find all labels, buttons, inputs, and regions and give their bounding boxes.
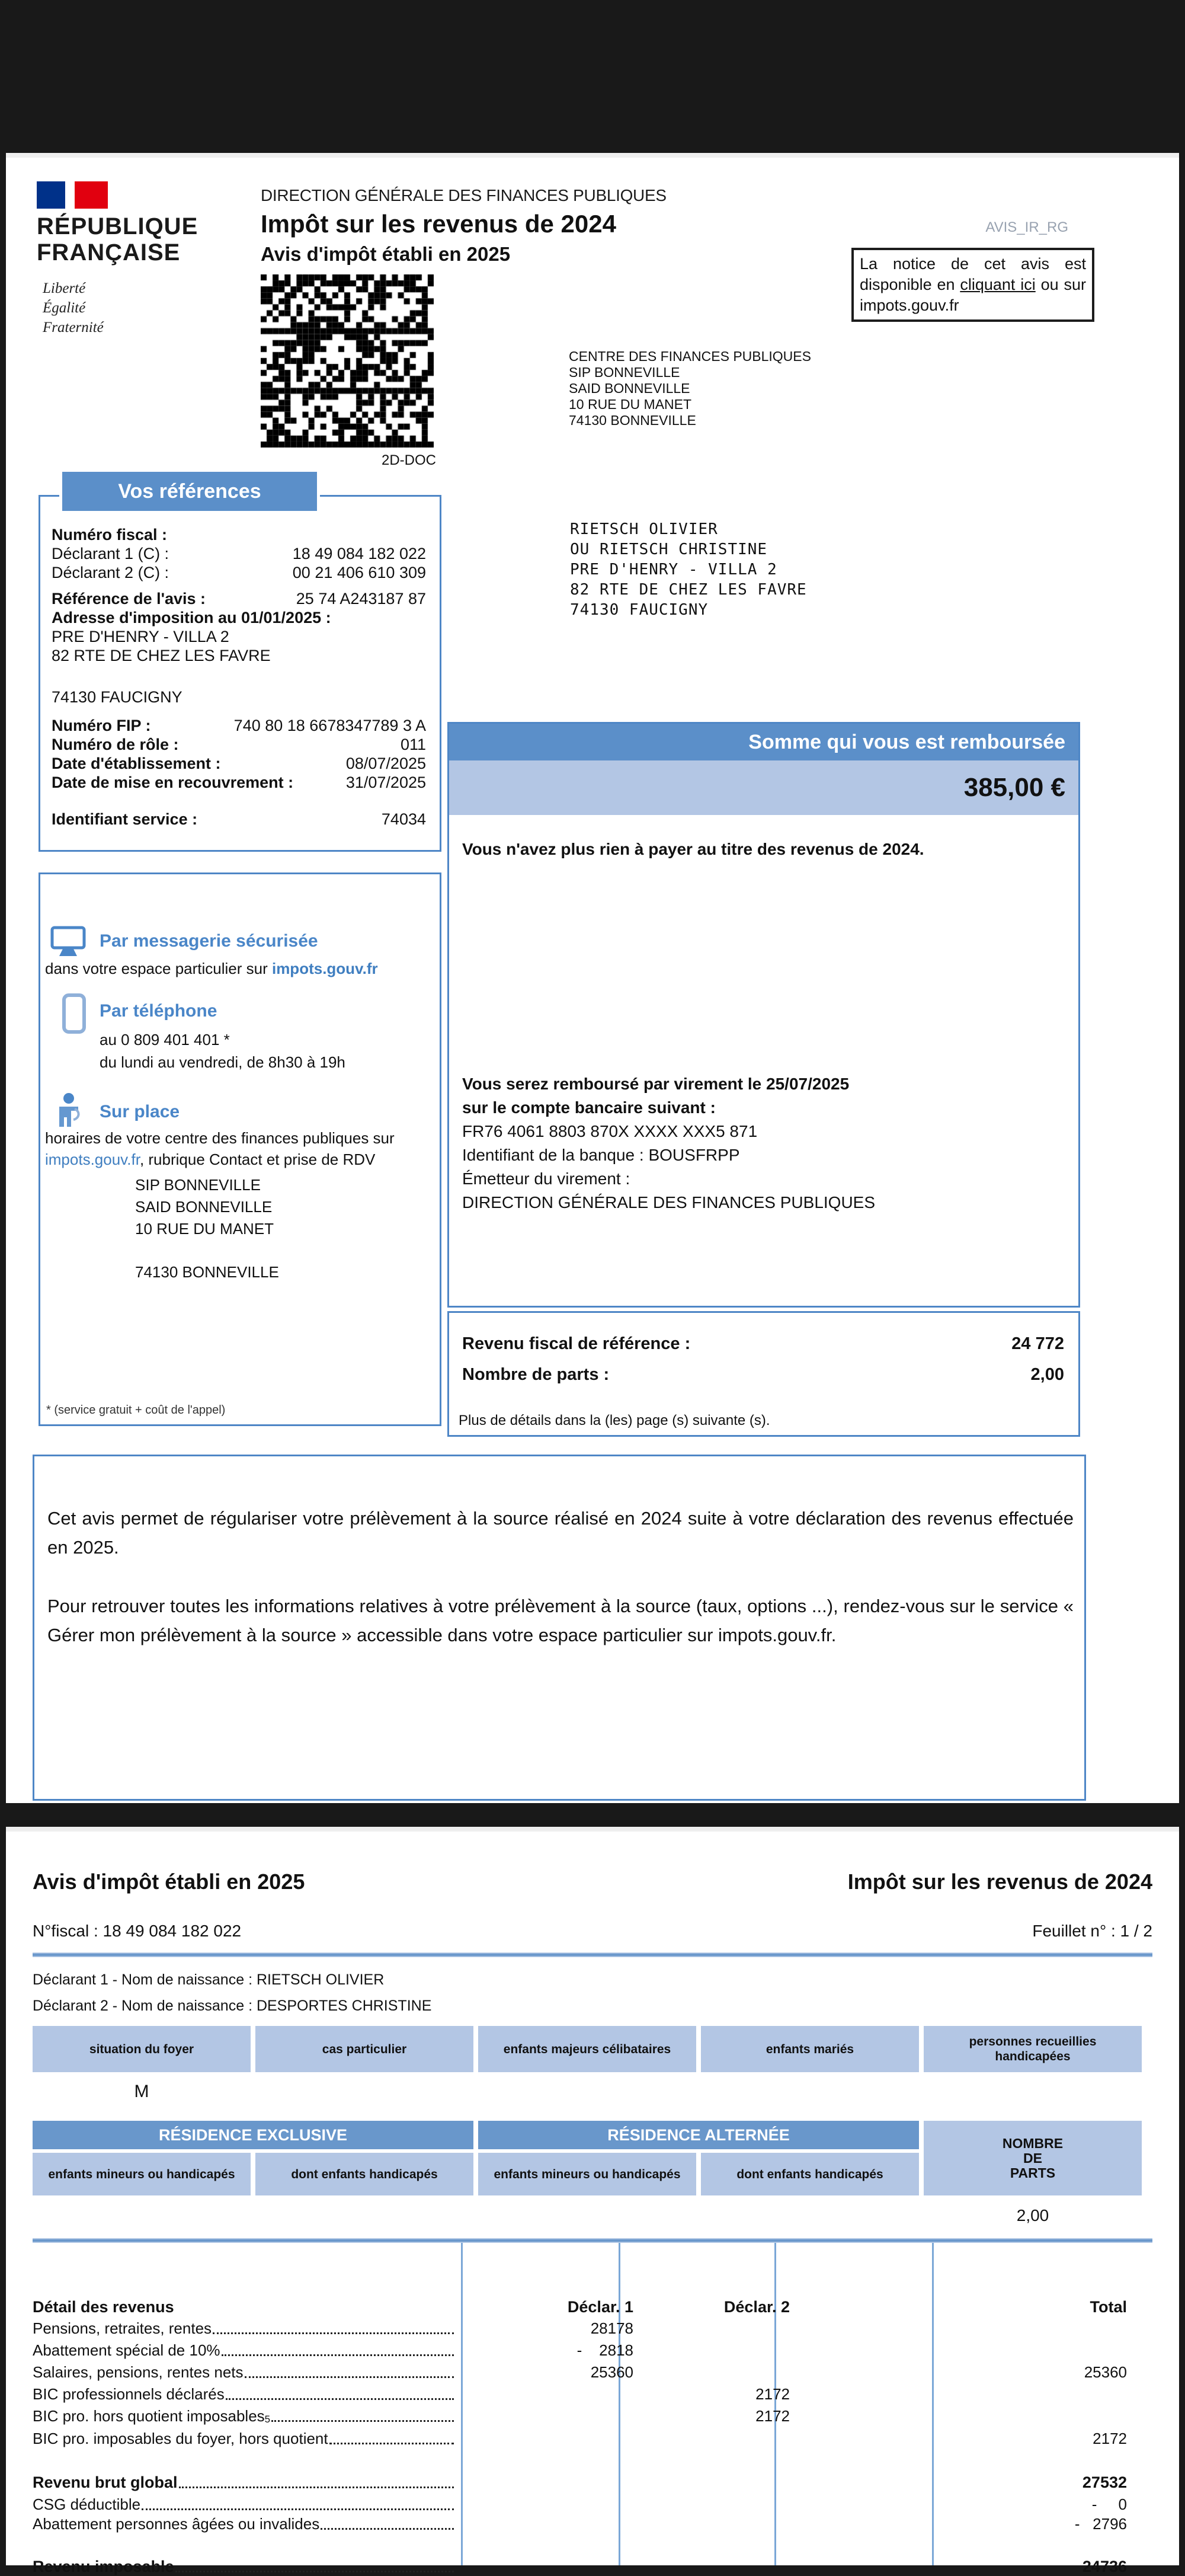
row-declar1-value: - 2818 bbox=[577, 2341, 633, 2359]
adresse-line1: PRE D'HENRY - VILLA 2 bbox=[52, 628, 229, 645]
row-label: Abattement personnes âgées ou invalides bbox=[33, 2515, 320, 2533]
row-total-value: 25360 bbox=[1084, 2363, 1127, 2381]
fiscal-note: Plus de détails dans la (les) page (s) suivante (s). bbox=[459, 1412, 770, 1428]
declarant1-name-line: Déclarant 1 - Nom de naissance : RIETSCH OLIVIER bbox=[33, 1971, 385, 1988]
rfr-label: Revenu fiscal de référence : bbox=[462, 1334, 691, 1353]
revenus-row-total bbox=[33, 2470, 1152, 2492]
notice-text-pre: La notice de cet avis est disponible en bbox=[860, 255, 1086, 293]
refund-box-header: Somme qui vous est remboursée bbox=[449, 724, 1078, 760]
residence-sub-3: enfants mineurs ou handicapés bbox=[478, 2153, 696, 2195]
logo-line1: RÉPUBLIQUE bbox=[37, 213, 198, 239]
adresse-line2: 82 RTE DE CHEZ LES FAVRE bbox=[52, 647, 271, 664]
refund-box bbox=[447, 722, 1080, 1308]
recipient-line: RIETSCH OLIVIER bbox=[570, 520, 718, 538]
office-address-line: 74130 BONNEVILLE bbox=[569, 413, 696, 428]
motto-liberte: Liberté bbox=[43, 280, 86, 296]
document-title: Impôt sur les revenus de 2024 bbox=[261, 210, 616, 238]
etablissement-label: Date d'établissement : bbox=[52, 755, 221, 772]
page2-feuillet: Feuillet n° : 1 / 2 bbox=[1032, 1922, 1152, 1940]
foyer-header-situation: situation du foyer bbox=[33, 2026, 251, 2072]
header-divider-rule bbox=[33, 1952, 1152, 1957]
revenus-row bbox=[33, 2427, 1152, 2448]
dotted-leader bbox=[321, 2528, 454, 2530]
row-declar2-value: 2172 bbox=[755, 2407, 790, 2425]
row-total-value: - 2796 bbox=[1074, 2515, 1127, 2533]
contact-office-address bbox=[135, 1174, 279, 1283]
foyer-header-cas-particulier: cas particulier bbox=[255, 2026, 473, 2072]
revenus-header-declar1: Déclar. 1 bbox=[567, 2298, 633, 2316]
finance-office-address bbox=[569, 349, 811, 429]
2d-doc-barcode bbox=[261, 274, 434, 448]
messagerie-title: Par messagerie sécurisée bbox=[100, 931, 318, 951]
pdf-page-1 bbox=[6, 153, 1179, 1803]
motto-fraternite: Fraternité bbox=[43, 319, 104, 335]
dotted-leader bbox=[329, 2443, 454, 2444]
adresse-imposition-label: Adresse d'imposition au 01/01/2025 : bbox=[52, 609, 331, 627]
row-label-superscript: 5 bbox=[264, 2414, 271, 2425]
residence-sub-2: dont enfants handicapés bbox=[255, 2153, 473, 2195]
row-label: Revenu imposable bbox=[33, 2558, 174, 2575]
table-divider-rule bbox=[33, 2238, 1152, 2243]
parts-value: 2,00 bbox=[1016, 2206, 1049, 2225]
contacts-box bbox=[39, 872, 441, 1426]
dotted-leader bbox=[175, 2571, 454, 2572]
flag-blue-band bbox=[37, 181, 65, 209]
parts-label: Nombre de parts : bbox=[462, 1365, 610, 1384]
notice-link[interactable]: cliquant ici bbox=[960, 276, 1036, 293]
surplace-title: Sur place bbox=[100, 1102, 180, 1121]
revenus-header-total: Total bbox=[1090, 2298, 1127, 2316]
row-declar2-value: 2172 bbox=[755, 2385, 790, 2403]
virement-emitter-label: Émetteur du virement : bbox=[462, 1169, 630, 1188]
recipient-address bbox=[570, 519, 807, 620]
declarant1-value: 18 49 084 182 022 bbox=[292, 545, 426, 562]
row-total-value: 2172 bbox=[1093, 2430, 1127, 2447]
foyer-header-enfants-majeurs: enfants majeurs célibataires bbox=[478, 2026, 696, 2072]
office-address-line: SIP BONNEVILLE bbox=[569, 365, 680, 380]
info-paragraph-2: Pour retrouver toutes les informations relatives à votre prélèvement à la source (taux, options ...), rendez-vous sur le service « Gérer mon prélèvement à la source » accessible dans votre espace particulier sur impots.gouv.fr. bbox=[47, 1596, 1074, 1645]
flag-white-band bbox=[65, 181, 75, 209]
office-address-line: CENTRE DES FINANCES PUBLIQUES bbox=[569, 349, 811, 364]
recipient-line: 82 RTE DE CHEZ LES FAVRE bbox=[570, 581, 807, 599]
contact-office-line: SAID BONNEVILLE bbox=[135, 1198, 273, 1216]
adresse-line3: 74130 FAUCIGNY bbox=[52, 688, 182, 706]
references-content bbox=[39, 525, 441, 829]
barcode-label: 2D-DOC bbox=[381, 452, 436, 468]
row-label: Salaires, pensions, rentes nets bbox=[33, 2363, 244, 2381]
dotted-leader bbox=[213, 2332, 454, 2334]
smartphone-icon bbox=[62, 993, 87, 1034]
revenus-row bbox=[33, 2360, 1152, 2382]
telephone-number: au 0 809 401 401 * bbox=[100, 1031, 230, 1049]
messagerie-link[interactable]: impots.gouv.fr bbox=[271, 960, 378, 977]
declarant2-name-line: Déclarant 2 - Nom de naissance : DESPORTES CHRISTINE bbox=[33, 1997, 432, 2014]
administration-name: DIRECTION GÉNÉRALE DES FINANCES PUBLIQUES bbox=[261, 186, 667, 204]
declarant2-value: 00 21 406 610 309 bbox=[292, 564, 426, 581]
fip-label: Numéro FIP : bbox=[52, 717, 151, 734]
rfr-value: 24 772 bbox=[1011, 1334, 1064, 1353]
row-label: BIC professionnels déclarés bbox=[33, 2385, 225, 2403]
revenus-header-row bbox=[33, 2295, 1152, 2316]
pdf-page-2 bbox=[6, 1827, 1179, 2575]
recipient-line: OU RIETSCH CHRISTINE bbox=[570, 541, 768, 558]
revenus-row bbox=[33, 2512, 1152, 2533]
logo-motto bbox=[43, 279, 104, 337]
person-icon bbox=[51, 1091, 87, 1128]
surplace-link[interactable]: impots.gouv.fr bbox=[45, 1150, 140, 1168]
row-label: CSG déductible bbox=[33, 2495, 141, 2513]
contacts-footnote: * (service gratuit + coût de l'appel) bbox=[46, 1404, 226, 1417]
service-value: 74034 bbox=[381, 810, 426, 828]
revenus-row bbox=[33, 2404, 1152, 2425]
motto-egalite: Égalité bbox=[43, 300, 86, 316]
logo-line2: FRANÇAISE bbox=[37, 239, 181, 266]
residence-exclusive-header: RÉSIDENCE EXCLUSIVE bbox=[33, 2121, 473, 2149]
document-code: AVIS_IR_RG bbox=[985, 219, 1068, 235]
telephone-hours: du lundi au vendredi, de 8h30 à 19h bbox=[100, 1053, 345, 1071]
reference-avis-label: Référence de l'avis : bbox=[52, 590, 206, 608]
page2-fiscal-number: N°fiscal : 18 49 084 182 022 bbox=[33, 1922, 242, 1940]
residence-alternee-header: RÉSIDENCE ALTERNÉE bbox=[478, 2121, 919, 2149]
role-value: 011 bbox=[400, 736, 426, 753]
row-total-value: 24736 bbox=[1082, 2558, 1127, 2575]
numero-fiscal-label: Numéro fiscal : bbox=[52, 526, 168, 544]
monitor-icon bbox=[50, 925, 87, 958]
parts-header-line: NOMBRE bbox=[1002, 2135, 1064, 2151]
row-total-value: - 0 bbox=[1091, 2495, 1127, 2513]
row-label: Abattement spécial de 10% bbox=[33, 2341, 220, 2359]
messagerie-text: dans votre espace particulier sur bbox=[45, 960, 272, 977]
surplace-line2 bbox=[45, 1149, 375, 1169]
revenus-row bbox=[33, 2338, 1152, 2360]
surplace-line1: horaires de votre centre des finances publiques sur bbox=[45, 1129, 395, 1147]
contact-office-line: 10 RUE DU MANET bbox=[135, 1220, 274, 1238]
revenus-row-total bbox=[33, 2555, 1152, 2576]
nombre-de-parts-header bbox=[924, 2121, 1142, 2195]
virement-iban: FR76 4061 8803 870X XXXX XXX5 871 bbox=[462, 1122, 758, 1140]
notice-text-post: ou sur impots.gouv.fr bbox=[860, 276, 1086, 314]
refund-amount: 385,00 € bbox=[449, 760, 1078, 815]
residence-sub-4: dont enfants handicapés bbox=[701, 2153, 919, 2195]
foyer-situation-value: M bbox=[134, 2082, 149, 2101]
virement-block bbox=[462, 1072, 875, 1215]
parts-header-line: PARTS bbox=[1010, 2165, 1056, 2181]
refund-message: Vous n'avez plus rien à payer au titre des revenus de 2024. bbox=[462, 840, 924, 858]
dotted-leader bbox=[222, 2354, 454, 2356]
row-label: BIC pro. imposables du foyer, hors quotient bbox=[33, 2430, 328, 2447]
republique-francaise-logo bbox=[37, 213, 198, 266]
row-declar1-value: 28178 bbox=[590, 2319, 633, 2337]
dotted-leader bbox=[245, 2376, 454, 2378]
revenus-header-declar2: Déclar. 2 bbox=[723, 2298, 790, 2316]
flag-red-band bbox=[75, 181, 108, 209]
page2-right-title: Impôt sur les revenus de 2024 bbox=[847, 1869, 1152, 1894]
references-box-title: Vos références bbox=[62, 472, 317, 511]
revenus-row bbox=[33, 2492, 1152, 2514]
contact-office-line: SIP BONNEVILLE bbox=[135, 1176, 261, 1194]
row-declar1-value: 25360 bbox=[590, 2363, 633, 2381]
recipient-line: PRE D'HENRY - VILLA 2 bbox=[570, 561, 777, 579]
dotted-leader bbox=[142, 2508, 454, 2510]
virement-bank-id: Identifiant de la banque : BOUSFRPP bbox=[462, 1146, 740, 1164]
etablissement-value: 08/07/2025 bbox=[345, 755, 426, 772]
parts-value: 2,00 bbox=[1030, 1365, 1064, 1384]
dotted-leader bbox=[271, 2420, 454, 2422]
info-box bbox=[33, 1455, 1086, 1801]
contact-office-line: 74130 BONNEVILLE bbox=[135, 1263, 279, 1281]
revenus-row bbox=[33, 2382, 1152, 2404]
fip-value: 740 80 18 6678347789 3 A bbox=[233, 717, 426, 734]
messagerie-line bbox=[45, 958, 378, 979]
recipient-line: 74130 FAUCIGNY bbox=[570, 601, 709, 619]
office-address-line: SAID BONNEVILLE bbox=[569, 381, 690, 396]
surplace-text: , rubrique Contact et prise de RDV bbox=[139, 1150, 376, 1168]
declarant2-label: Déclarant 2 (C) : bbox=[52, 564, 169, 581]
row-label: Pensions, retraites, rentes bbox=[33, 2319, 212, 2337]
residence-sub-1: enfants mineurs ou handicapés bbox=[33, 2153, 251, 2195]
foyer-header-enfants-maries: enfants mariés bbox=[701, 2026, 919, 2072]
virement-line1: Vous serez remboursé par virement le 25/07/2025 bbox=[462, 1075, 850, 1093]
page2-left-title: Avis d'impôt établi en 2025 bbox=[33, 1869, 305, 1894]
revenus-row bbox=[33, 2316, 1152, 2338]
service-label: Identifiant service : bbox=[52, 810, 198, 828]
row-label: Revenu brut global bbox=[33, 2473, 178, 2491]
parts-header-line: DE bbox=[1023, 2150, 1042, 2166]
foyer-header-personnes-recueillies: personnes recueillies handicapées bbox=[924, 2026, 1142, 2072]
french-flag-icon bbox=[37, 181, 108, 209]
virement-emitter: DIRECTION GÉNÉRALE DES FINANCES PUBLIQUES bbox=[462, 1193, 876, 1212]
virement-line2: sur le compte bancaire suivant : bbox=[462, 1098, 716, 1117]
recouvrement-value: 31/07/2025 bbox=[345, 774, 426, 791]
revenus-header-label: Détail des revenus bbox=[33, 2298, 174, 2316]
document-subtitle: Avis d'impôt établi en 2025 bbox=[261, 243, 511, 265]
row-label: BIC pro. hors quotient imposables bbox=[33, 2407, 265, 2425]
fiscal-reference-box bbox=[447, 1311, 1080, 1437]
declarant1-label: Déclarant 1 (C) : bbox=[52, 545, 169, 562]
role-label: Numéro de rôle : bbox=[52, 736, 179, 753]
info-paragraph-1: Cet avis permet de régulariser votre prélèvement à la source réalisé en 2024 suite à votre déclaration des revenus effectuée en 2025. bbox=[47, 1508, 1074, 1558]
recouvrement-label: Date de mise en recouvrement : bbox=[52, 774, 294, 791]
telephone-title: Par téléphone bbox=[100, 1001, 217, 1021]
dotted-leader bbox=[179, 2486, 454, 2488]
row-total-value: 27532 bbox=[1082, 2473, 1127, 2491]
reference-avis-value: 25 74 A243187 87 bbox=[296, 590, 426, 608]
dotted-leader bbox=[226, 2398, 454, 2400]
notice-box bbox=[851, 248, 1094, 322]
office-address-line: 10 RUE DU MANET bbox=[569, 397, 692, 412]
